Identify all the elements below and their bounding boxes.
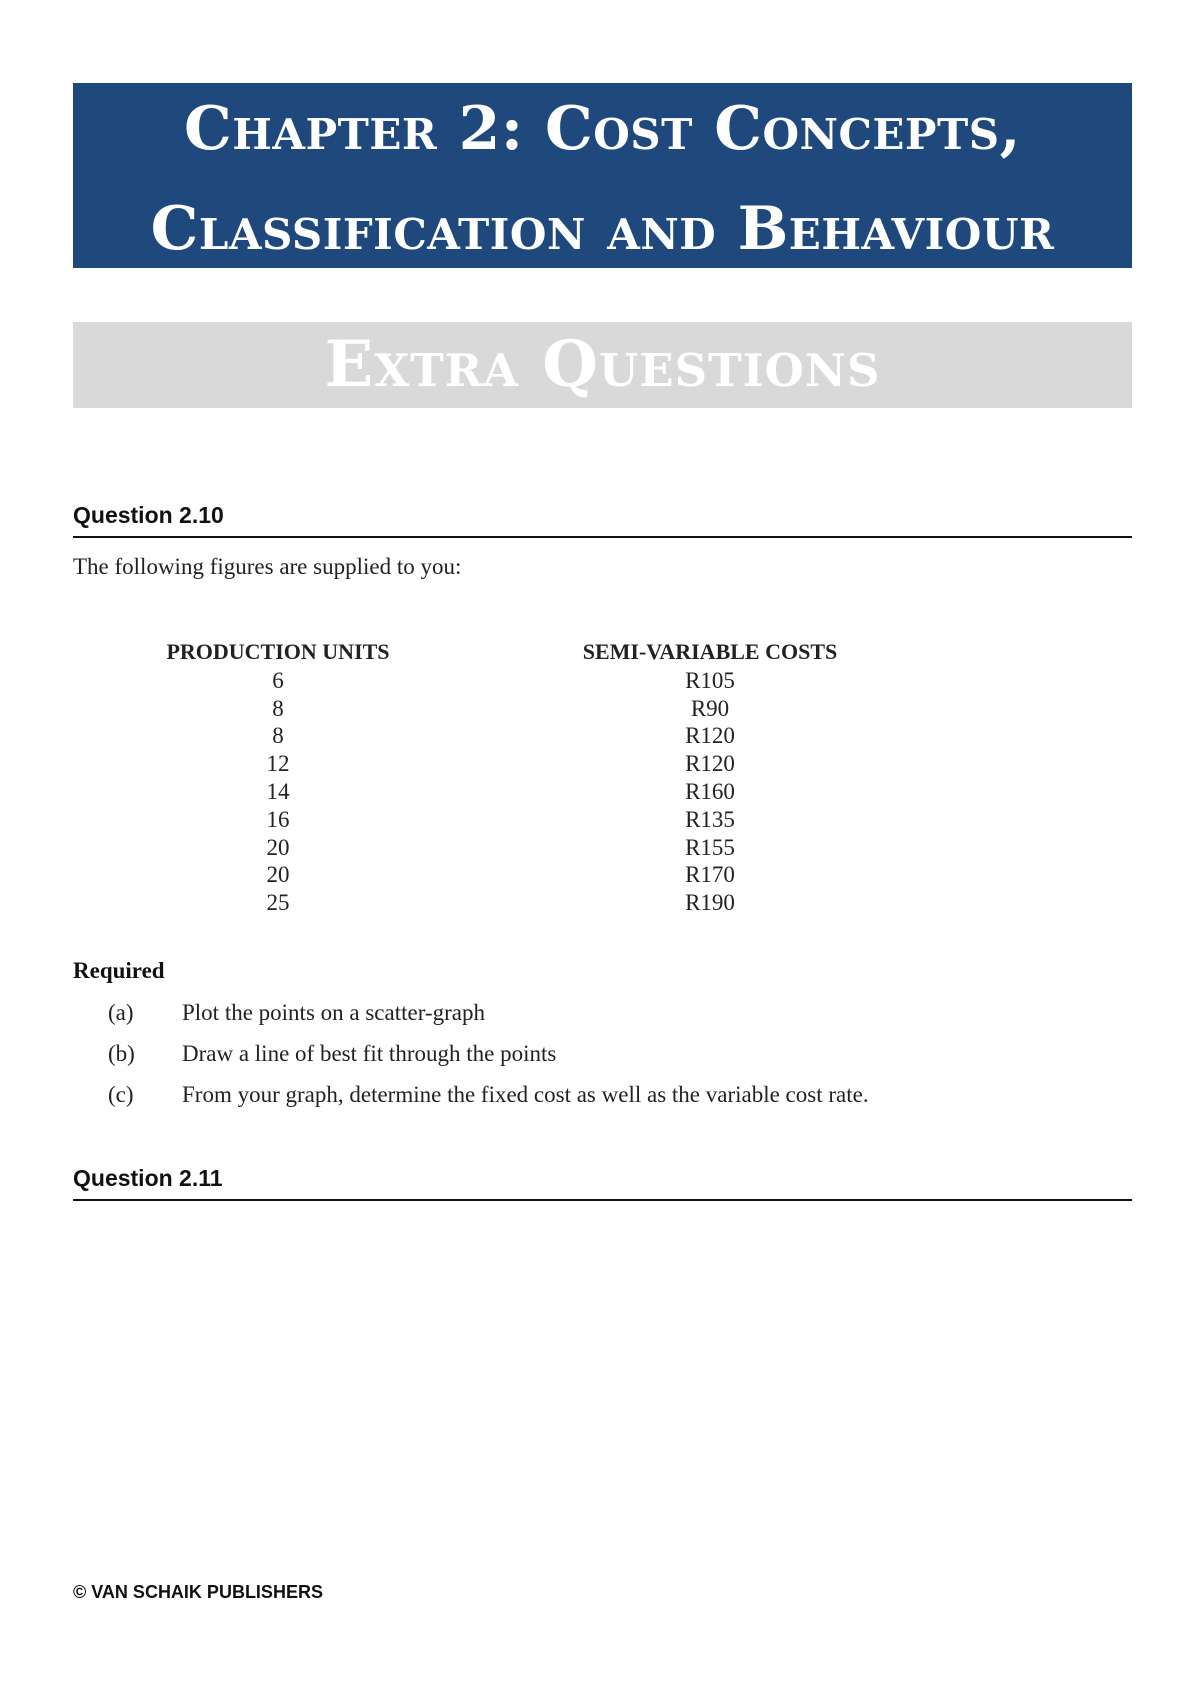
cost-cell: R120	[685, 723, 735, 749]
units-cell: 14	[266, 779, 290, 805]
list-item-text: Draw a line of best fit through the points	[182, 1041, 557, 1066]
header-semi-variable-costs: SEMI-VARIABLE COSTS	[582, 639, 838, 664]
list-item-label: (b)	[108, 1041, 135, 1066]
cost-cell: R190	[685, 890, 735, 916]
required-list	[108, 1000, 869, 1123]
table-row	[110, 667, 878, 695]
table-row	[110, 778, 878, 806]
table-row	[110, 750, 878, 778]
units-cell: 20	[266, 834, 290, 860]
cost-cell: R155	[685, 834, 735, 860]
list-item	[108, 1000, 869, 1041]
list-item	[108, 1082, 869, 1123]
cost-cell: R160	[685, 779, 735, 805]
chapter-title-line-2: Classification and Behaviour	[150, 194, 1055, 264]
table-row	[110, 889, 878, 917]
publisher-footer: © VAN SCHAIK PUBLISHERS	[73, 1582, 323, 1602]
units-cell: 16	[266, 806, 290, 832]
units-cell: 12	[266, 751, 290, 777]
cost-cell: R105	[685, 667, 735, 693]
question-intro-text: The following figures are supplied to you:	[73, 554, 462, 579]
cost-data-table	[110, 637, 878, 917]
chapter-title-banner	[73, 83, 1132, 268]
question-2-11-heading: Question 2.11	[73, 1165, 1132, 1201]
table-header-row	[110, 637, 878, 667]
extra-questions-banner: Extra Questions	[73, 322, 1132, 408]
units-cell: 8	[272, 723, 284, 749]
units-cell: 6	[272, 667, 284, 693]
list-item-label: (c)	[108, 1082, 134, 1107]
table-row	[110, 862, 878, 890]
table-row	[110, 723, 878, 751]
list-item-text: Plot the points on a scatter-graph	[182, 1000, 485, 1025]
cost-cell: R170	[685, 862, 735, 888]
question-2-10-heading: Question 2.10	[73, 502, 1132, 538]
cost-cell: R135	[685, 806, 735, 832]
list-item-text: From your graph, determine the fixed cost as well as the variable cost rate.	[182, 1082, 869, 1107]
cost-cell: R90	[690, 695, 730, 721]
table-row	[110, 695, 878, 723]
units-cell: 20	[266, 862, 290, 888]
list-item-label: (a)	[108, 1000, 134, 1025]
list-item	[108, 1041, 869, 1082]
required-heading: Required	[73, 958, 165, 983]
units-cell: 25	[266, 890, 290, 916]
units-cell: 8	[272, 695, 284, 721]
table-row	[110, 834, 878, 862]
table-row	[110, 806, 878, 834]
cost-cell: R120	[685, 751, 735, 777]
header-production-units: PRODUCTION UNITS	[166, 639, 390, 664]
chapter-title-line-1: Chapter 2: Cost Concepts,	[184, 94, 1021, 164]
